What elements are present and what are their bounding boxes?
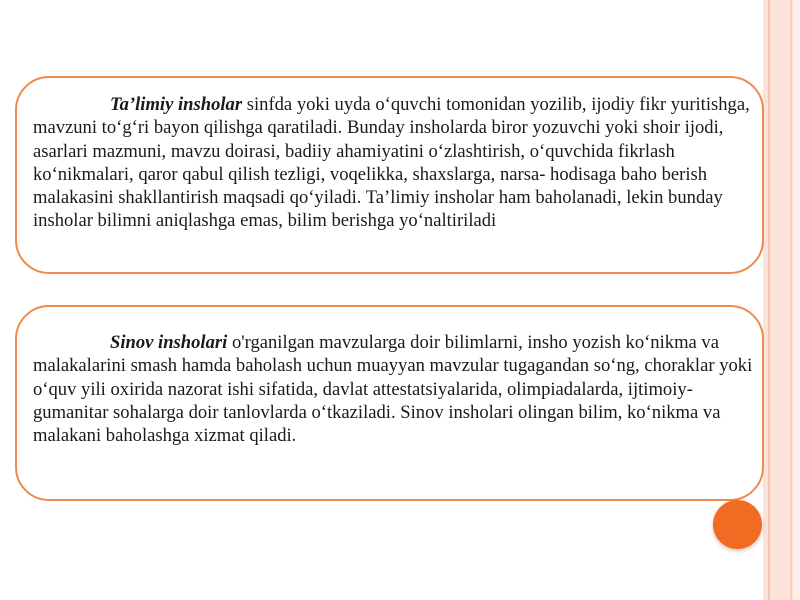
sinov-insholari-text: o'rganilgan mavzularga doir bilimlarni, insho yozish ko‘nikma va malakalarini smash hamda baholash uchun muayyan mavzular tugagandan so‘ng, choraklar yoki o‘quv yili oxirida nazorat ishi sifatida, davlat attestatsiyalarida, olimpiadalarda, ijtimoiy-gumanitar sohalarga doir tanlovlarda o‘tkaziladi. Sinov insholari olingan bilim, ko‘nikma va malakani baholashga xizmat qiladi.: [33, 332, 753, 447]
decorative-stripe-edge: [793, 0, 800, 600]
talimiy-insholar-paragraph: [33, 93, 753, 233]
talimiy-insholar-box: [15, 76, 764, 274]
sinov-insholari-term: Sinov insholari: [110, 332, 228, 353]
talimiy-insholar-text: sinfda yoki uyda o‘quvchi tomonidan yozilib, ijodiy fikr yuritishga, mavzuni to‘g‘ri bayon qilishga qaratiladi. Bunday insholarda biror yozuvchi yoki shoir ijodi, asarlari mazmuni, mavzu doirasi, badiiy ahamiyatini o‘zlashtirish, o‘quvchida fikrlash ko‘nikmalari, qaror qabul qilish tezligi, voqelikka, shaxslarga, narsa- hodisaga baho berish malakasini shakllantirish maqsadi qo‘yiladi. Ta’limiy insholar ham baholanadi, lekin bunday insholar bilimni aniqlashga emas, bilim berishga yo‘naltiriladi: [33, 94, 750, 232]
decorative-stripe-line: [790, 0, 792, 600]
decorative-circle: [713, 500, 762, 549]
decorative-stripe-line: [768, 0, 770, 600]
talimiy-insholar-term: Ta’limiy insholar: [110, 94, 243, 115]
sinov-insholari-box: [15, 305, 764, 501]
sinov-insholari-paragraph: [33, 331, 753, 447]
